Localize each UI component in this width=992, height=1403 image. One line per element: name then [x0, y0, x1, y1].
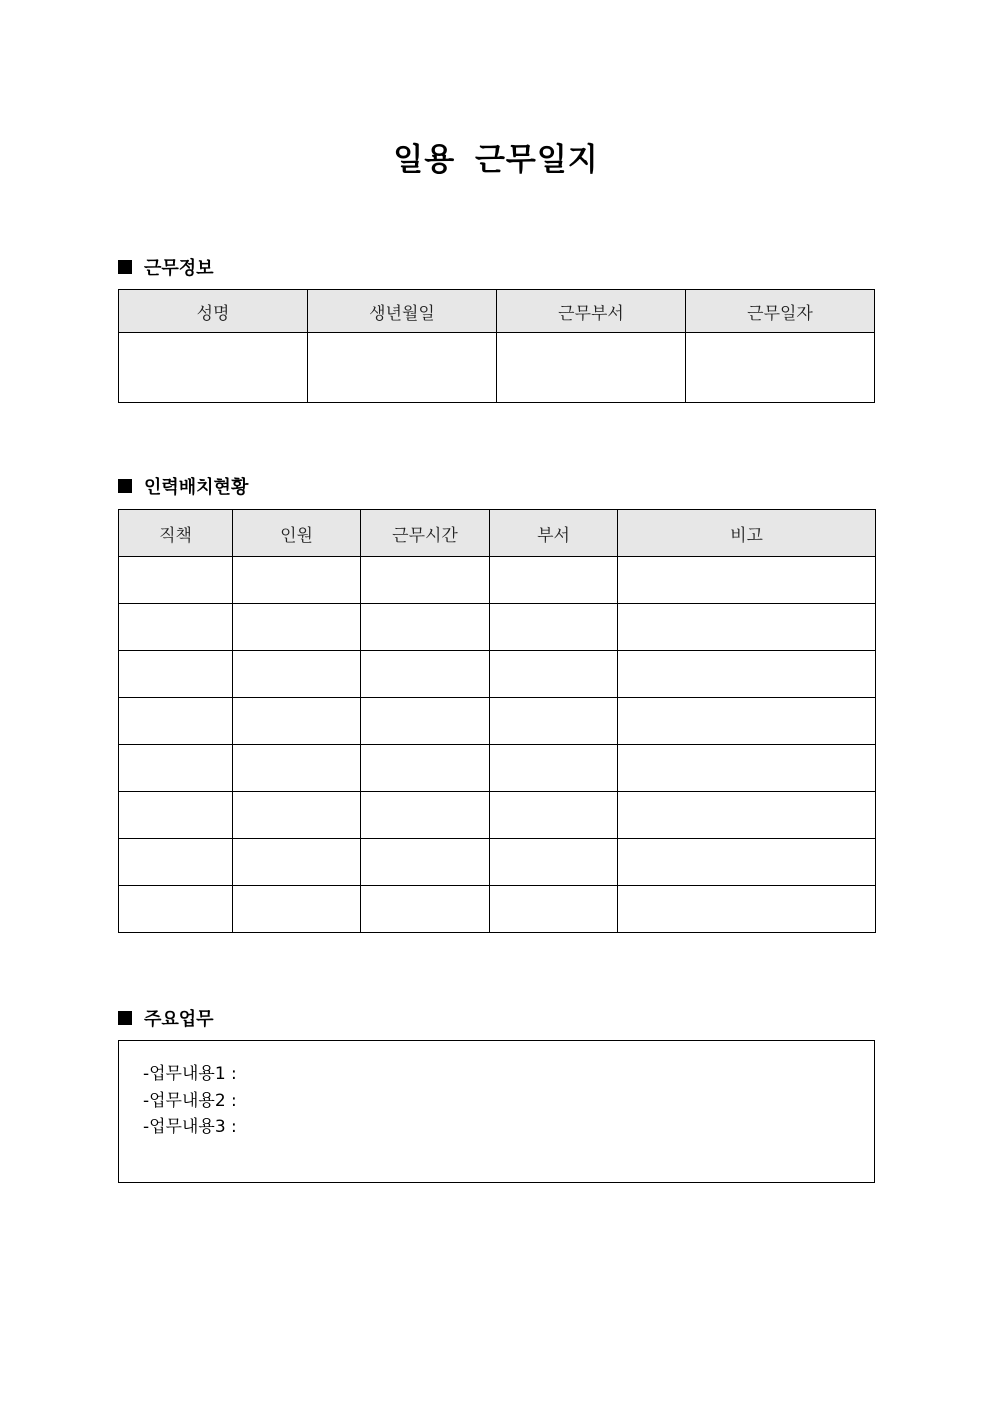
- square-bullet-icon: [118, 260, 132, 274]
- headcount-cell[interactable]: [233, 745, 361, 792]
- list-item: -업무내용1 :: [143, 1064, 237, 1084]
- column-header-department: 근무부서: [497, 290, 686, 333]
- department-cell[interactable]: [497, 333, 686, 403]
- list-item: -업무내용2 :: [143, 1090, 237, 1111]
- table-row: [119, 745, 876, 792]
- work-hours-cell[interactable]: [361, 698, 490, 745]
- remarks-cell[interactable]: [618, 745, 876, 792]
- table-row: [119, 651, 876, 698]
- work-hours-cell[interactable]: [361, 651, 490, 698]
- headcount-cell[interactable]: [233, 651, 361, 698]
- column-header-headcount: 인원: [233, 510, 361, 557]
- table-row: [119, 698, 876, 745]
- department-cell[interactable]: [490, 745, 618, 792]
- department-cell[interactable]: [490, 886, 618, 933]
- table-header-row: [119, 510, 876, 557]
- department-cell[interactable]: [490, 557, 618, 604]
- work-info-table: [118, 289, 875, 403]
- column-header-birthdate: 생년월일: [308, 290, 497, 333]
- department-cell[interactable]: [490, 604, 618, 651]
- column-header-position: 직책: [119, 510, 233, 557]
- list-item: -업무내용3 :: [143, 1117, 237, 1137]
- department-cell[interactable]: [490, 698, 618, 745]
- duties-heading: [118, 1005, 214, 1031]
- remarks-cell[interactable]: [618, 651, 876, 698]
- square-bullet-icon: [118, 1011, 132, 1025]
- duties-heading-label: 주요업무: [144, 1009, 214, 1030]
- table-row: [119, 792, 876, 839]
- duties-list: [119, 1041, 874, 1141]
- position-cell[interactable]: [119, 557, 233, 604]
- work-hours-cell[interactable]: [361, 792, 490, 839]
- column-header-work-hours: 근무시간: [361, 510, 490, 557]
- column-header-department: 부서: [490, 510, 618, 557]
- remarks-cell[interactable]: [618, 604, 876, 651]
- column-header-name: 성명: [119, 290, 308, 333]
- position-cell[interactable]: [119, 886, 233, 933]
- document-title: 일용 근무일지: [393, 142, 599, 178]
- remarks-cell[interactable]: [618, 557, 876, 604]
- headcount-cell[interactable]: [233, 557, 361, 604]
- table-header-row: [119, 290, 875, 333]
- remarks-cell[interactable]: [618, 886, 876, 933]
- square-bullet-icon: [118, 479, 132, 493]
- birthdate-cell[interactable]: [308, 333, 497, 403]
- work-hours-cell[interactable]: [361, 886, 490, 933]
- department-cell[interactable]: [490, 839, 618, 886]
- name-cell[interactable]: [119, 333, 308, 403]
- staffing-heading: [118, 473, 248, 499]
- table-row: [119, 604, 876, 651]
- headcount-cell[interactable]: [233, 886, 361, 933]
- staffing-table: [118, 509, 876, 933]
- work-hours-cell[interactable]: [361, 745, 490, 792]
- work-date-cell[interactable]: [686, 333, 875, 403]
- work-info-heading-label: 근무정보: [144, 258, 214, 279]
- work-hours-cell[interactable]: [361, 557, 490, 604]
- staffing-heading-label: 인력배치현황: [144, 477, 249, 498]
- position-cell[interactable]: [119, 604, 233, 651]
- remarks-cell[interactable]: [618, 792, 876, 839]
- position-cell[interactable]: [119, 698, 233, 745]
- remarks-cell[interactable]: [618, 698, 876, 745]
- position-cell[interactable]: [119, 839, 233, 886]
- department-cell[interactable]: [490, 651, 618, 698]
- position-cell[interactable]: [119, 651, 233, 698]
- headcount-cell[interactable]: [233, 698, 361, 745]
- table-row: [119, 886, 876, 933]
- position-cell[interactable]: [119, 745, 233, 792]
- remarks-cell[interactable]: [618, 839, 876, 886]
- table-row: [119, 557, 876, 604]
- table-row: [119, 333, 875, 403]
- column-header-work-date: 근무일자: [686, 290, 875, 333]
- work-hours-cell[interactable]: [361, 839, 490, 886]
- duties-box[interactable]: [118, 1040, 875, 1183]
- work-hours-cell[interactable]: [361, 604, 490, 651]
- table-row: [119, 839, 876, 886]
- headcount-cell[interactable]: [233, 792, 361, 839]
- position-cell[interactable]: [119, 792, 233, 839]
- work-info-heading: [118, 254, 214, 280]
- headcount-cell[interactable]: [233, 604, 361, 651]
- headcount-cell[interactable]: [233, 839, 361, 886]
- column-header-remarks: 비고: [618, 510, 876, 557]
- department-cell[interactable]: [490, 792, 618, 839]
